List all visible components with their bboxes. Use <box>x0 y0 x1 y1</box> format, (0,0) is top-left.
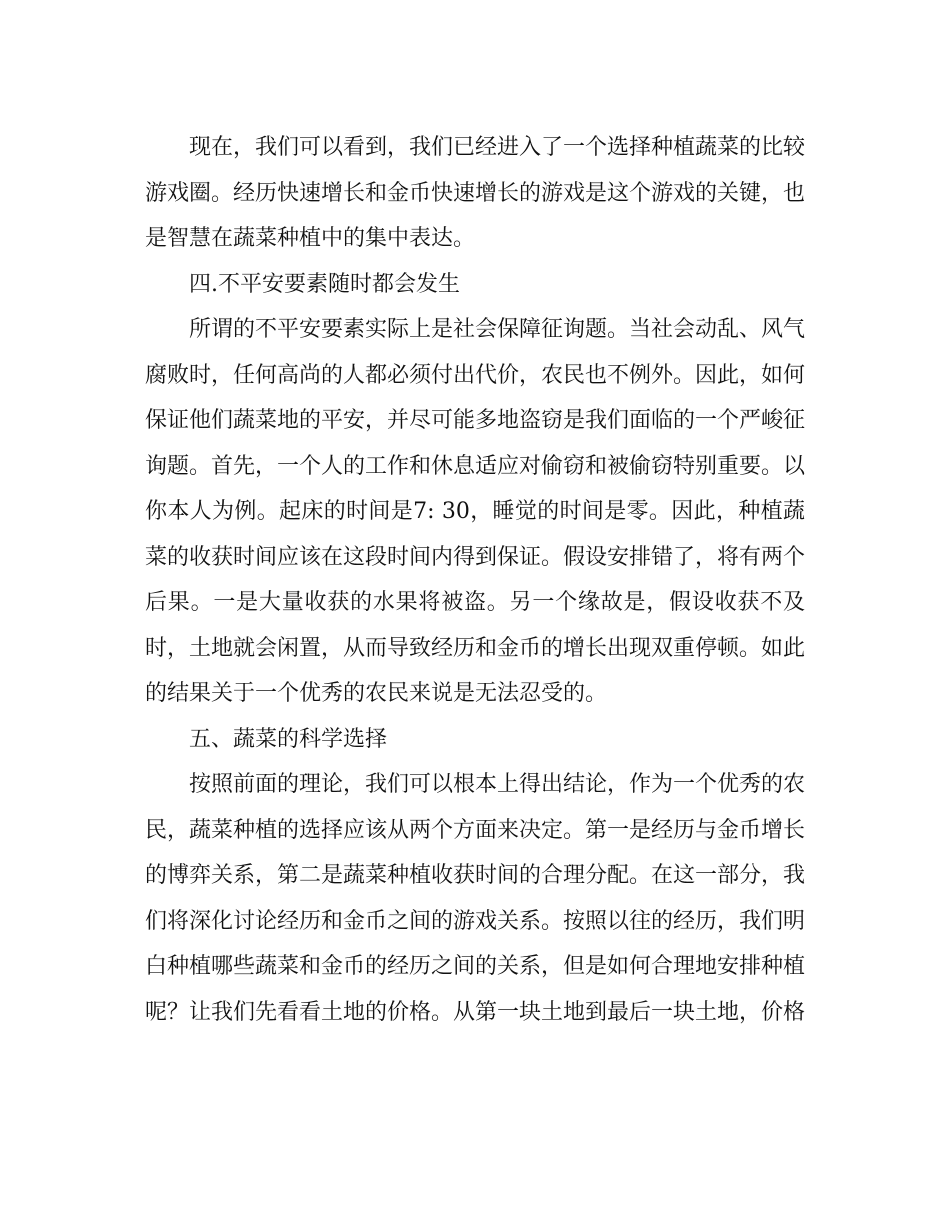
section-heading-5: 五、蔬菜的科学选择 <box>189 726 388 752</box>
paragraph-scientific-selection: 按照前面的理论，我们可以根本上得出结论，作为一个优秀的农民，蔬菜种植的选择应该从两个方面来决定。第一是经历与金币增长的博弈关系，第二是蔬菜种植收获时间的合理分配。在这一部分，我们将深化讨论经历和金币之间的游戏关系。按照以往的经历，我们明白种植哪些蔬菜和金币的经历之间的关系，但是如何合理地安排种植呢？让我们先看看土地的价格。从第一块土地到最后一块土地，价格 <box>145 772 806 1025</box>
paragraph-vegetable-game-circle: 现在，我们可以看到，我们已经进入了一个选择种植蔬菜的比较游戏圈。经历快速增长和金币快速增长的游戏是这个游戏的关键，也是智慧在蔬菜种植中的集中表达。 <box>145 135 806 251</box>
document-body <box>145 125 805 1035</box>
section-heading-4: 四.不平安要素随时都会发生 <box>189 271 460 297</box>
paragraph-security-factors: 所谓的不平安要素实际上是社会保障征询题。当社会动乱、风气腐败时，任何高尚的人都必须付出代价，农民也不例外。因此，如何保证他们蔬菜地的平安，并尽可能多地盗窃是我们面临的一个严峻征询题。首先，一个人的工作和休息适应对偷窃和被偷窃特别重要。以你本人为例。起床的时间是7: 30，睡觉的时间是零。因此，种植蔬菜的收获时间应该在这段时间内得到保证。假设安排错了，将有两个后果。一是大量收获的水果将被盗。另一个缘故是，假设收获不及时，土地就会闲置，从而导致经历和金币的增长出现双重停顿。如此的结果关于一个优秀的农民来说是无法忍受的。 <box>145 317 806 706</box>
